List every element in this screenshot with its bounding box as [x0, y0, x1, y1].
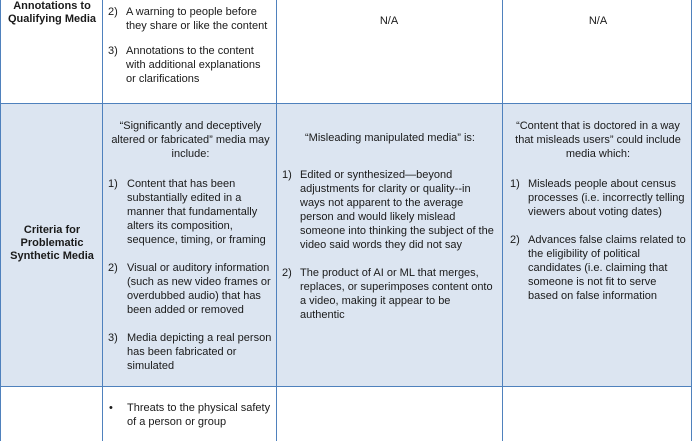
criteria-col1 — [108, 119, 273, 373]
row-header-annotations: Annotations to Qualifying Media — [7, 0, 96, 25]
list-number: 2) — [108, 6, 118, 18]
criteria-col1-intro: “Significantly and deceptively altered or fabricated” media may include: — [111, 120, 270, 160]
row-header-criteria: Criteria for Problematic Synthetic Media — [10, 224, 94, 262]
list-item — [108, 331, 273, 373]
list-text: The product of AI or ML that merges, replaces, or superimposes content onto a video, making it appear to be authentic — [300, 267, 493, 321]
list-number: 2) — [510, 234, 520, 246]
column-divider — [276, 0, 277, 441]
list-text: Visual or auditory information (such as new video frames or overdubbed audio) that has been added or removed — [127, 262, 271, 316]
list-number: 2) — [108, 262, 118, 274]
list-item — [510, 177, 686, 219]
criteria-col3 — [510, 119, 686, 303]
list-item — [510, 233, 686, 303]
list-number: 3) — [108, 332, 118, 344]
list-text: Edited or synthesized—beyond adjustments for clarity or quality--in ways not apparent to the average person and would likely mislead someone into thinking the subject of the video said words they did not say — [300, 169, 494, 251]
annotations-col2-value: N/A — [379, 15, 399, 27]
table-row-annotations — [0, 0, 692, 104]
list-item — [108, 44, 273, 86]
table-row-threats — [0, 387, 692, 447]
list-item — [108, 177, 273, 247]
list-number: 3) — [108, 45, 118, 57]
list-number: 1) — [282, 169, 292, 181]
list-text: Threats to the physical safety of a person or group — [127, 402, 271, 428]
list-text: Media depicting a real person has been fabricated or simulated — [127, 332, 272, 372]
list-text: Annotations to the content with additional explanations or clarifications — [126, 45, 261, 85]
list-number: 1) — [108, 178, 118, 190]
list-item — [108, 5, 273, 33]
table-row-criteria — [0, 104, 692, 387]
criteria-col2-intro: “Misleading manipulated media” is: — [305, 132, 475, 144]
list-text: A warning to people before they share or like the content — [126, 6, 268, 32]
list-item — [282, 168, 498, 252]
criteria-col3-intro: “Content that is doctored in a way that misleads users” could include media which: — [515, 120, 681, 160]
list-text: Advances false claims related to the eligibility of political candidates (i.e. claiming that someone is not fit to serve based on false information — [528, 234, 686, 302]
bullet-icon: • — [109, 402, 113, 414]
column-divider — [502, 0, 503, 441]
list-text: Content that has been substantially edited in a manner that fundamentally alters its composition, sequence, timing, or framing — [127, 178, 266, 246]
threats-col1 — [108, 401, 273, 429]
list-number: 1) — [510, 178, 520, 190]
column-divider — [102, 0, 103, 441]
annotations-col3-value: N/A — [588, 15, 608, 27]
criteria-col2 — [282, 131, 498, 322]
row-divider — [0, 386, 692, 387]
row-divider — [0, 103, 692, 104]
list-item — [108, 261, 273, 317]
list-number: 2) — [282, 267, 292, 279]
list-item — [108, 401, 273, 429]
list-item — [282, 266, 498, 322]
column-divider — [0, 0, 1, 441]
column-divider — [691, 0, 692, 441]
list-text: Misleads people about census processes (i.e. incorrectly telling viewers about voting dates) — [528, 178, 685, 218]
annotations-col1 — [108, 5, 273, 86]
